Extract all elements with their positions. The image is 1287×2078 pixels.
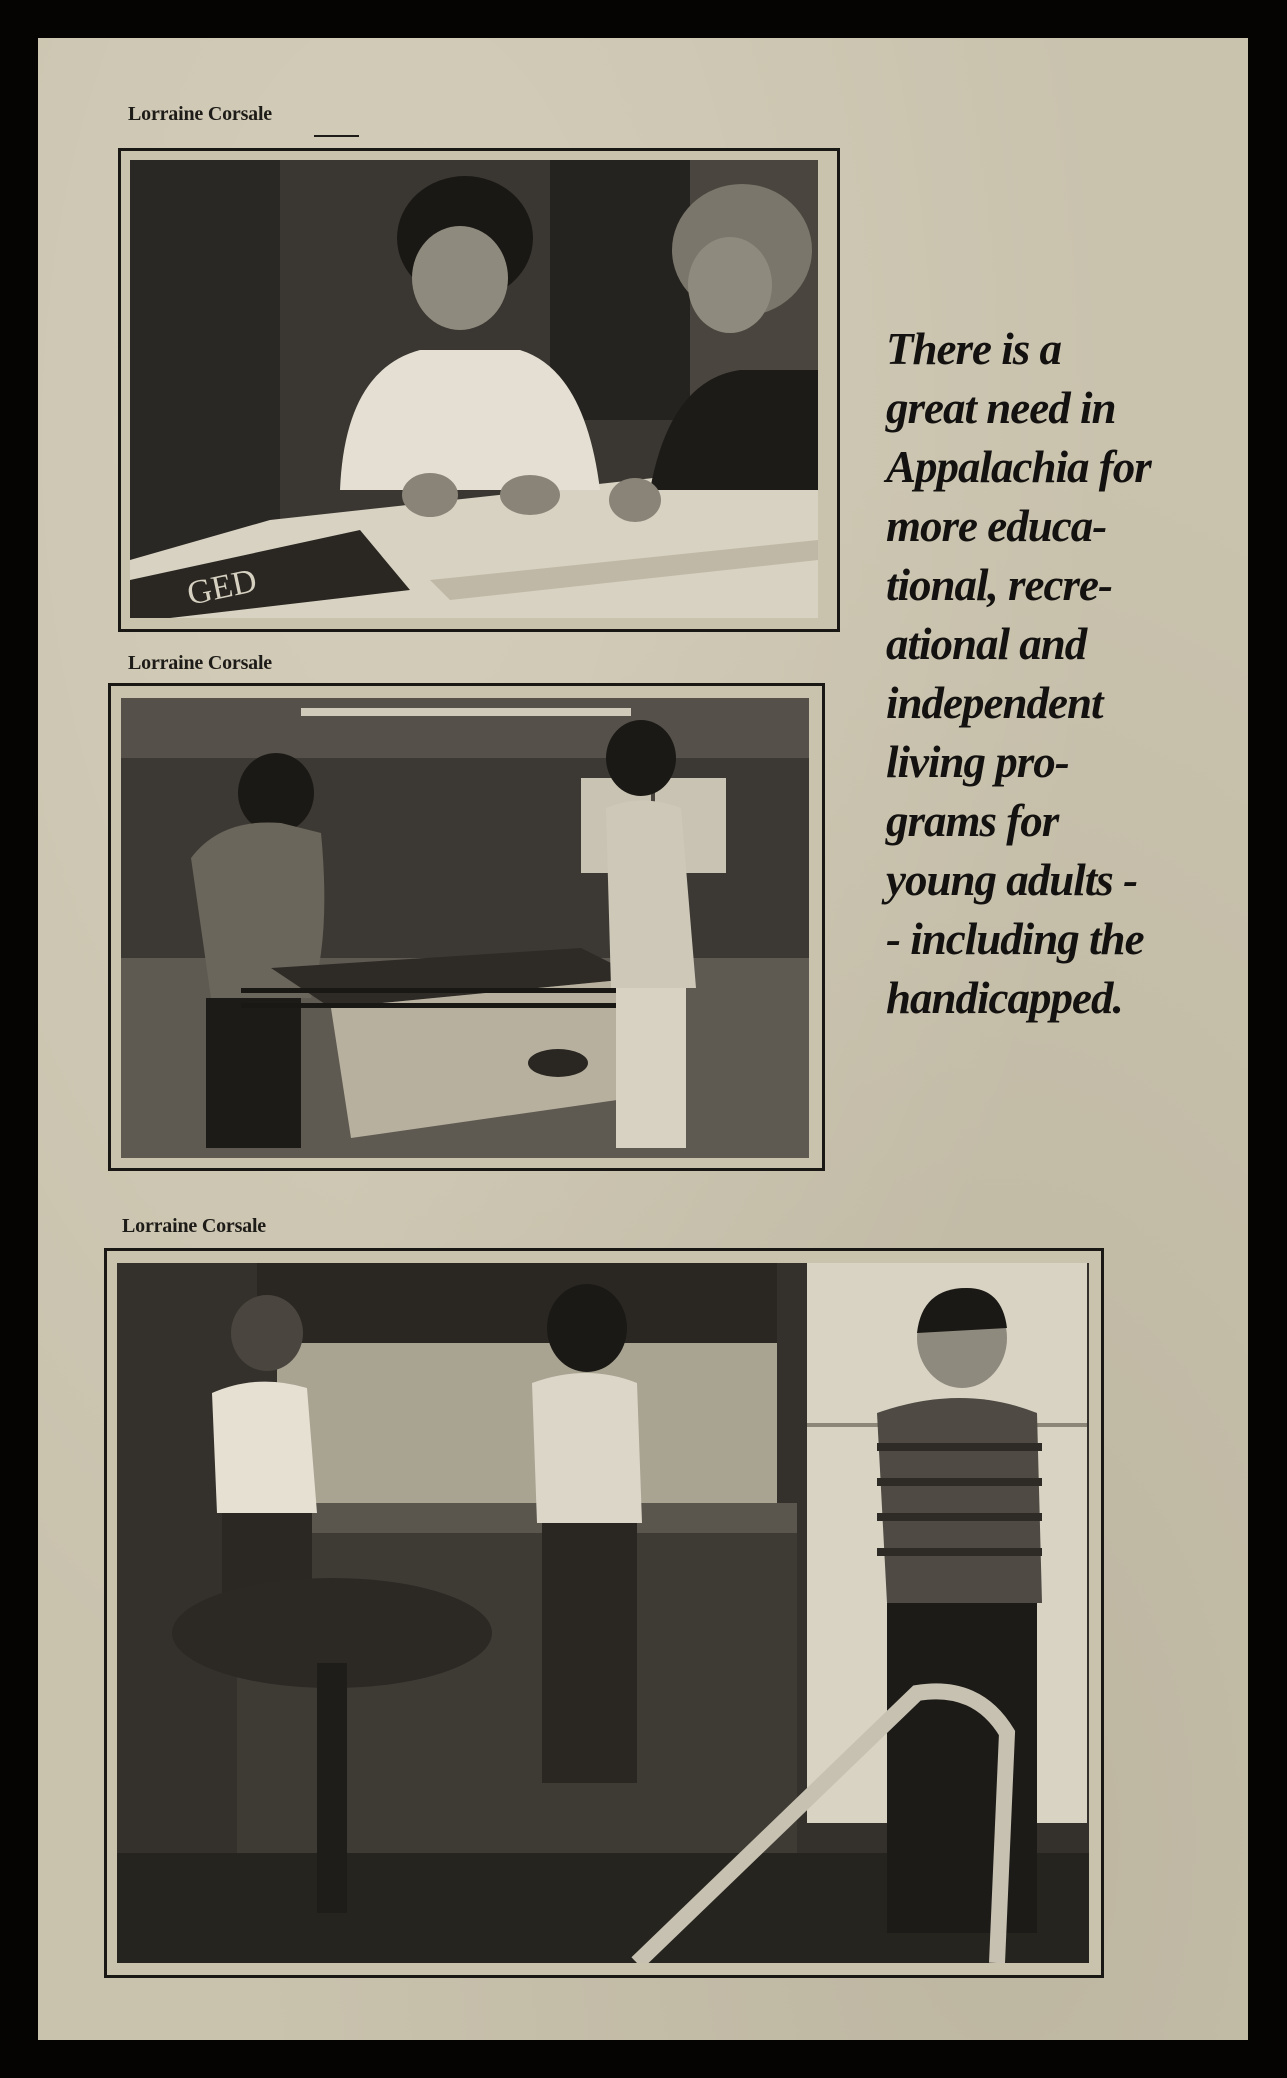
photo-credit-3: Lorraine Corsale xyxy=(122,1215,266,1237)
kitchen-independent-living-photo xyxy=(117,1263,1089,1963)
caption-line: living pro- xyxy=(886,737,1069,787)
caption-line: - including the xyxy=(886,914,1144,964)
book-cover-text: GED xyxy=(183,562,261,613)
pull-quote-caption xyxy=(886,320,1186,1028)
credit-rule xyxy=(314,135,359,137)
caption-line: Appalachia for xyxy=(886,442,1151,492)
ged-study-photo xyxy=(130,160,818,618)
caption-line: young adults - xyxy=(886,855,1138,905)
magazine-page xyxy=(38,38,1248,2040)
caption-line: independent xyxy=(886,678,1103,728)
caption-line: handicapped. xyxy=(886,973,1123,1023)
caption-line: grams for xyxy=(886,796,1059,846)
photo-credit-2: Lorraine Corsale xyxy=(128,652,272,674)
photo-credit-1: Lorraine Corsale xyxy=(128,103,272,125)
caption-line: great need in xyxy=(886,383,1116,433)
caption-line: ational and xyxy=(886,619,1087,669)
foosball-recreation-photo xyxy=(121,698,809,1158)
caption-line: tional, recre- xyxy=(886,560,1112,610)
caption-line: There is a xyxy=(886,324,1061,374)
caption-line: more educa- xyxy=(886,501,1107,551)
